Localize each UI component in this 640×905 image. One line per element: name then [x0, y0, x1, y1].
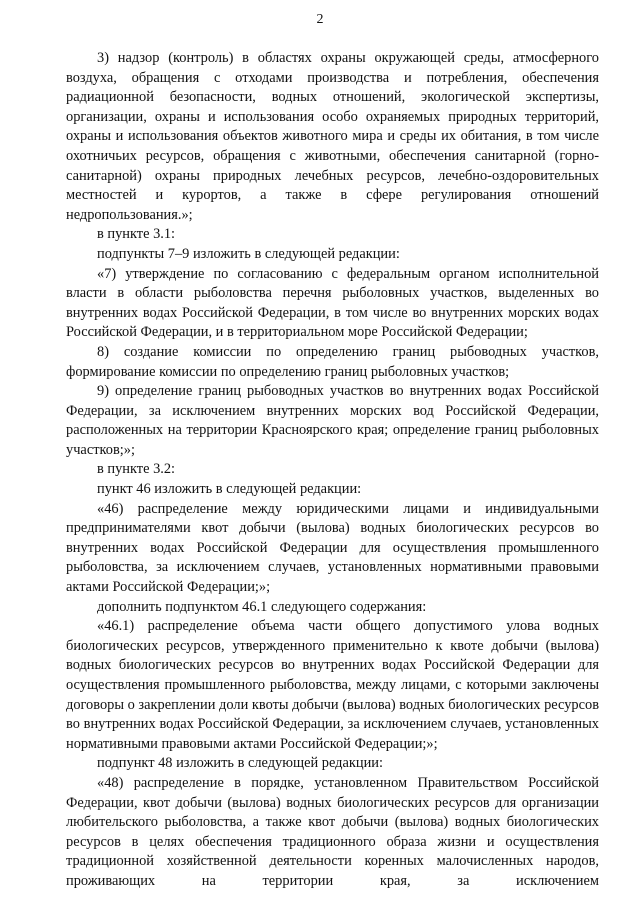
document-body — [66, 49, 599, 892]
paragraph-subpoint-46-1-intro: дополнить подпунктом 46.1 следующего содержания: — [97, 598, 427, 615]
page-number: 2 — [316, 12, 324, 27]
paragraph-item-46: «46) распределение между юридическими лицами и индивидуальными предпринимателями квот добычи (вылова) водных биологических ресурсов во внутренних водах Российской Федерации для осуществления промышленного рыболовства, за исключением случаев, установленных нормативными правовыми актами Российской Федерации;»; — [66, 500, 599, 596]
paragraph-point-46-intro: пункт 46 изложить в следующей редакции: — [97, 481, 362, 498]
paragraph-item-46-1: «46.1) распределение объема части общего допустимого улова водных биологических ресурсов, утвержденного применительно к квоте добычи (вылова) водных биологических ресурсов во внутренних водах Российской Федерации для осуществления промышленного рыболовства, между лицами, с которыми заключены договоры о закреплении доли квоты добычи (вылова) водных биологических ресурсов во внутренних водах Российской Федерации, за исключением случаев, установленных нормативными правовыми актами Российской Федерации;»; — [66, 618, 599, 752]
paragraph-item-9: 9) определение границ рыбоводных участков во внутренних водах Российской Федерации, за исключением внутренних морских вод Российской Федерации, расположенных на территории Красноярского края; определение границ рыболовных участков;»; — [66, 383, 599, 458]
paragraph-item-8: 8) создание комиссии по определению границ рыбоводных участков, формирование комиссии по определению границ рыболовных участков; — [66, 343, 599, 380]
paragraph-subpoints-7-9-intro: подпункты 7–9 изложить в следующей редакции: — [97, 245, 400, 262]
paragraph-item-3: 3) надзор (контроль) в областях охраны окружающей среды, атмосферного воздуха, обращения с отходами производства и потребления, обеспечения радиационной безопасности, водных отношений, экологической экспертизы, организации, охраны и использования особо охраняемых природных территорий, охраны и использования объектов животного мира и среды их обитания, в том числе охотничьих ресурсов, обращения с животными, обеспечения санитарной (горно-санитарной) охраны природных лечебных ресурсов, лечебно-оздоровительных местностей и курортов, а также в сфере регулирования отношений недропользования.»; — [66, 50, 599, 223]
paragraph-in-point-3-2: в пункте 3.2: — [97, 461, 176, 478]
paragraph-item-7: «7) утверждение по согласованию с федеральным органом исполнительной власти в области рыболовства перечня рыболовных участков, выделенных во внутренних водах Российской Федерации, в том числе во внутренних морских водах Российской Федерации, и в территориальном море Российской Федерации; — [66, 265, 599, 341]
paragraph-subpoint-48-intro: подпункт 48 изложить в следующей редакции: — [97, 755, 383, 772]
paragraph-item-48: «48) распределение в порядке, установленном Правительством Российской Федерации, квот добычи (вылова) водных биологических ресурсов для организации любительского рыболовства, а также квот добычи (вылова) водных биологических ресурсов в целях обеспечения традиционного образа жизни и осуществления традиционной хозяйственной деятельности коренных малочисленных народов, проживающих на территории края, за исключением — [66, 774, 599, 889]
paragraph-in-point-3-1: в пункте 3.1: — [97, 226, 176, 243]
